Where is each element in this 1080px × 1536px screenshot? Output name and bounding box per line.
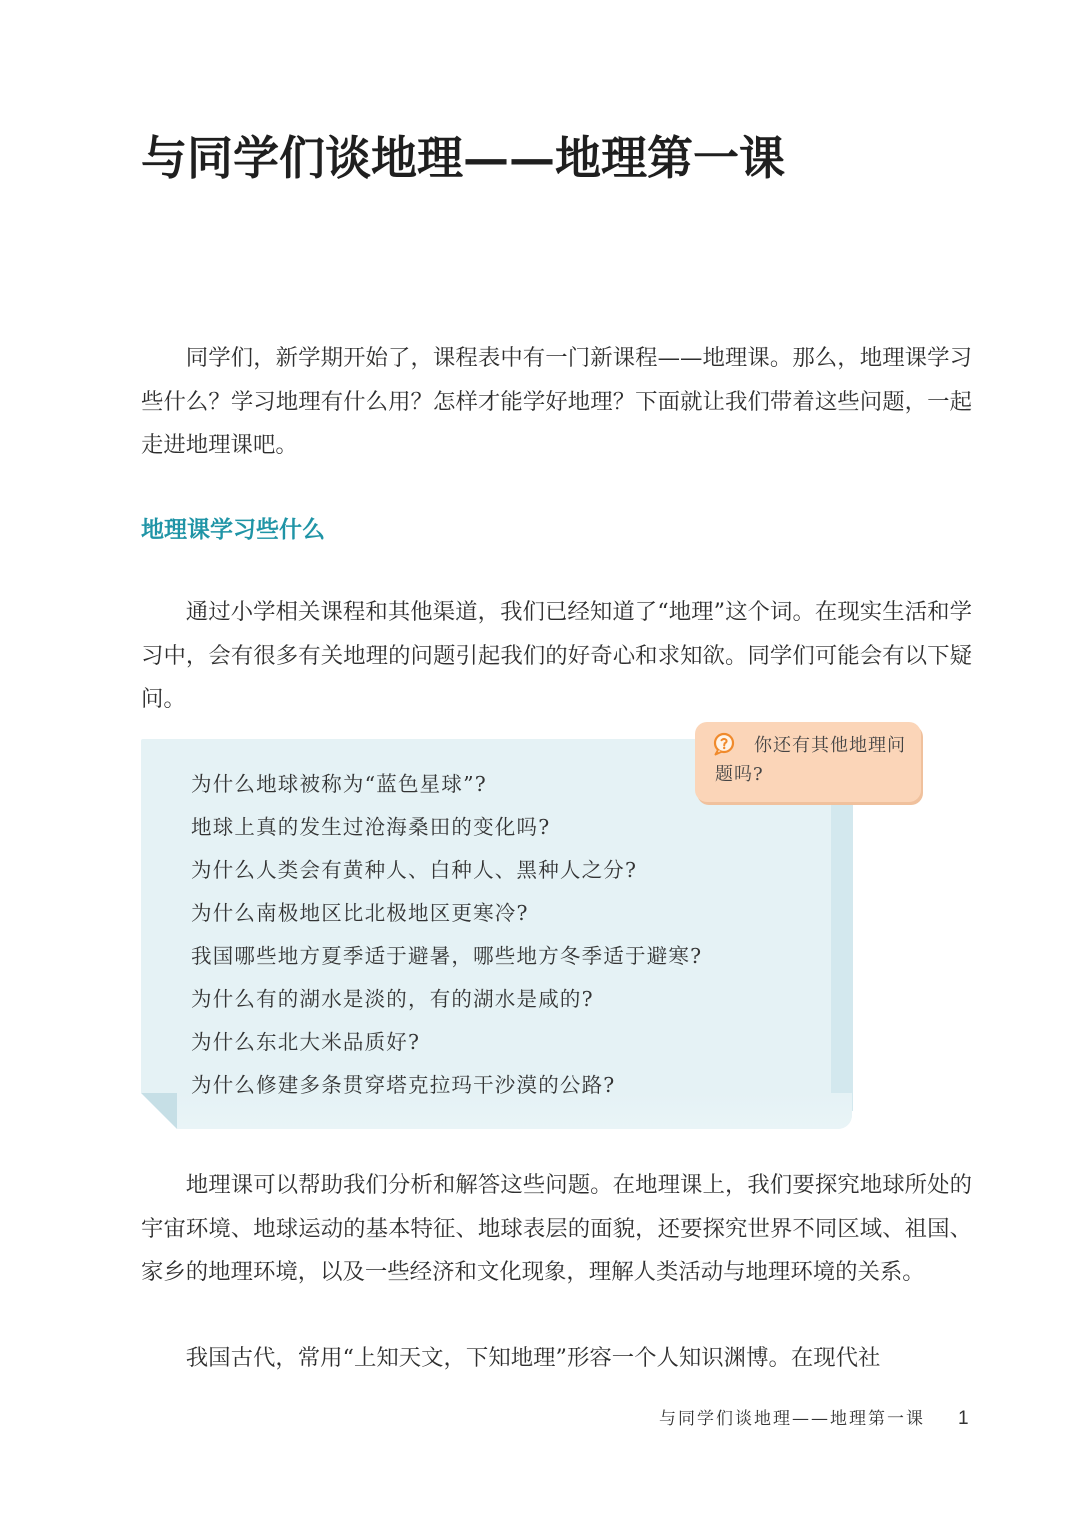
question-item: 地球上真的发生过沧海桑田的变化吗? (191, 815, 551, 839)
answer-paragraph: 地理课可以帮助我们分析和解答这些问题。在地理课上，我们要探究地球所处的宇宙环境、地球运动的基本特征、地球表层的面貌，还要探究世界不同区域、祖国、家乡的地理环境，以及一些经济和文化现象，理解人类活动与地理环境的关系。 (141, 1172, 972, 1285)
question-item: 我国哪些地方夏季适于避暑，哪些地方冬季适于避寒? (191, 944, 703, 968)
question-item: 为什么南极地区比北极地区更寒冷? (191, 901, 529, 925)
page-title: 与同学们谈地理——地理第一课 (141, 131, 785, 185)
section-paragraph: 通过小学相关课程和其他渠道，我们已经知道了“地理”这个词。在现实生活和学习中，会有很多有关地理的问题引起我们的好奇心和求知欲。同学们可能会有以下疑问。 (141, 599, 972, 712)
question-item: 为什么地球被称为“蓝色星球”? (191, 772, 487, 796)
question-item: 为什么人类会有黄种人、白种人、黑种人之分? (191, 858, 638, 882)
running-title: 与同学们谈地理——地理第一课 (659, 1409, 925, 1429)
section-heading: 地理课学习些什么 (141, 517, 325, 543)
closing-paragraph: 我国古代，常用“上知天文，下知地理”形容一个人知识渊博。在现代社 (185, 1345, 881, 1371)
intro-paragraph: 同学们，新学期开始了，课程表中有一门新课程——地理课。那么，地理课学习些什么？学习地理有什么用？怎样才能学好地理？下面就让我们带着这些问题，一起走进地理课吧。 (141, 345, 972, 458)
page-number: 1 (958, 1408, 969, 1429)
question-list (191, 763, 702, 1107)
callout-box (695, 722, 921, 802)
question-item: 为什么有的湖水是淡的，有的湖水是咸的? (191, 987, 594, 1011)
question-item: 为什么东北大米品质好? (191, 1030, 421, 1054)
card-folded-corner (141, 1093, 177, 1129)
card-shadow-edge (831, 799, 853, 1111)
page-footer (0, 1405, 1080, 1435)
callout-text: 你还有其他地理问题吗? (715, 735, 906, 785)
question-item: 为什么修建多条贯穿塔克拉玛干沙漠的公路? (191, 1073, 616, 1097)
